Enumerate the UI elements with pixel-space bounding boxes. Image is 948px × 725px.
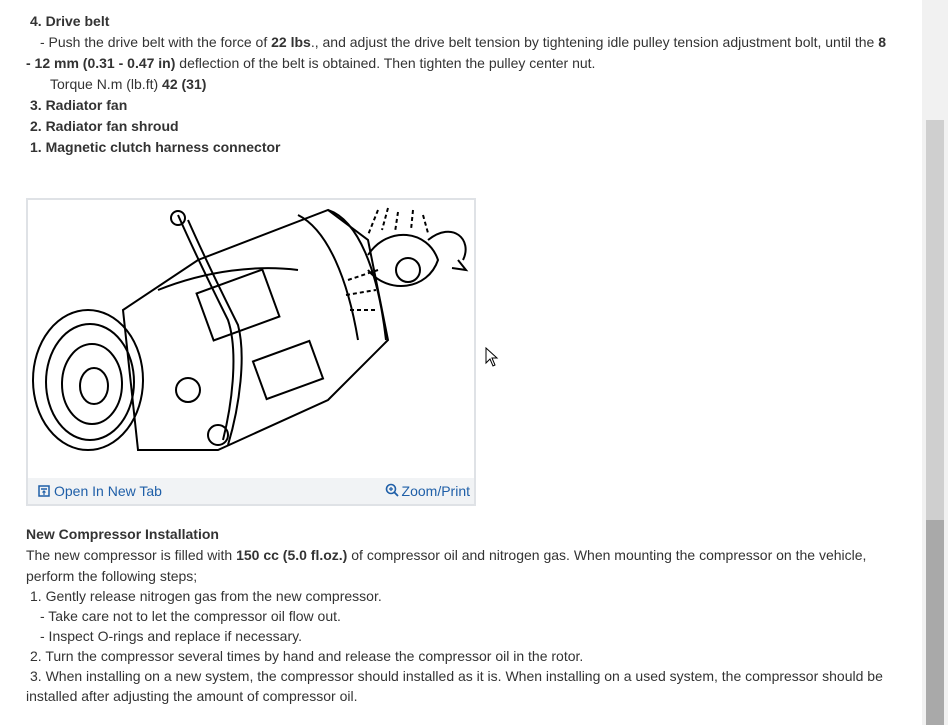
mouse-cursor-icon xyxy=(485,347,499,367)
step-4-title: 4. Drive belt xyxy=(30,13,110,29)
open-in-new-tab-link[interactable]: Open In New Tab xyxy=(38,483,162,499)
step-1: 1. Magnetic clutch harness connector xyxy=(30,139,281,155)
install-step-2: 2. Turn the compressor several times by hand and release the compressor oil in the rotor. xyxy=(30,648,584,664)
open-tab-icon xyxy=(38,485,50,497)
zoom-icon xyxy=(385,483,399,497)
compressor-illustration[interactable] xyxy=(28,200,474,478)
install-step-1a: - Take care not to let the compressor oil flow out. xyxy=(40,608,341,624)
installation-intro-line1: The new compressor is filled with 150 cc (5.0 fl.oz.) of compressor oil and nitrogen gas. When mounting the compressor on the vehicle, xyxy=(26,547,867,563)
scrollbar-thumb[interactable] xyxy=(926,520,944,725)
step-2: 2. Radiator fan shroud xyxy=(30,118,179,134)
step-4-instruction-line2: - 12 mm (0.31 - 0.47 in) deflection of the belt is obtained. Then tighten the pulley center nut. xyxy=(26,55,596,71)
installation-heading: New Compressor Installation xyxy=(26,526,219,542)
zoom-print-link[interactable]: Zoom/Print xyxy=(385,483,470,499)
installation-intro-line2: perform the following steps; xyxy=(26,568,198,584)
install-step-1: 1. Gently release nitrogen gas from the new compressor. xyxy=(30,588,382,604)
vertical-scrollbar[interactable] xyxy=(922,0,948,725)
install-step-1b: - Inspect O-rings and replace if necessary. xyxy=(40,628,302,644)
step-4-instruction-line1: - Push the drive belt with the force of 22 lbs., and adjust the drive belt tension by tightening idle pulley tension adjustment bolt, until the 8 xyxy=(40,34,886,50)
torque-spec: Torque N.m (lb.ft) 42 (31) xyxy=(50,76,207,92)
figure-toolbar xyxy=(28,478,474,504)
install-step-3-line1: 3. When installing on a new system, the compressor should installed as it is. When installing on a used system, the compressor should be xyxy=(30,668,883,684)
figure-container xyxy=(26,198,476,506)
step-3: 3. Radiator fan xyxy=(30,97,128,113)
install-step-3-line2: installed after adjusting the amount of compressor oil. xyxy=(26,688,358,704)
